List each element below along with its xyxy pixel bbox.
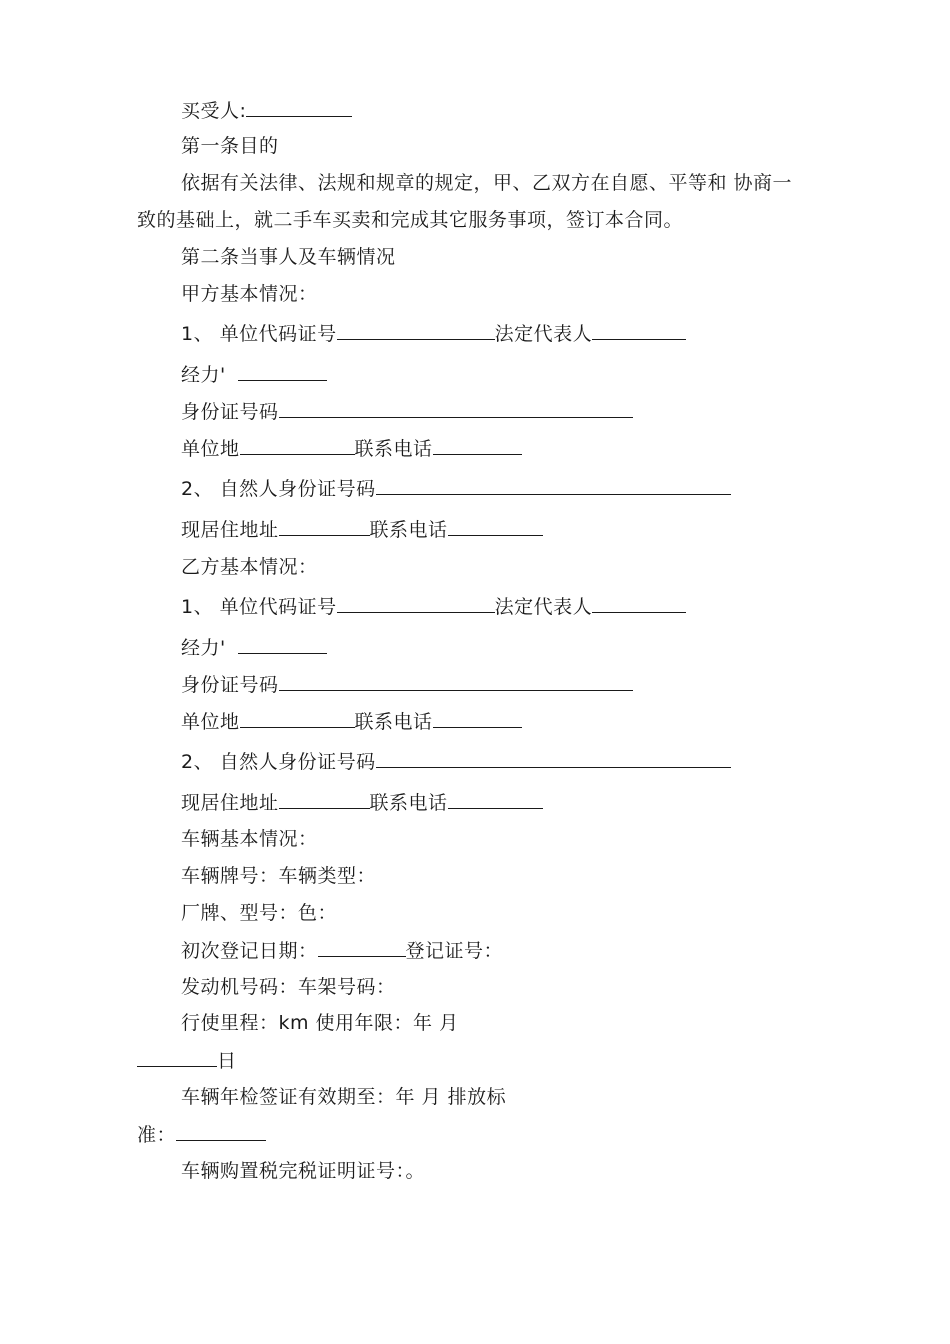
- address-label: 单位地: [181, 711, 240, 733]
- party-b-org-code-line: [181, 594, 686, 619]
- party-b-agent-line: [181, 635, 327, 660]
- emission-blank: [176, 1122, 266, 1141]
- vehicle-emission-line: [137, 1122, 266, 1147]
- person-id-label: 2、 自然人身份证号码: [181, 751, 376, 773]
- party-a-person-id-line: [181, 476, 731, 501]
- person-phone-blank: [448, 790, 543, 809]
- org-code-label: 1、 单位代码证号: [181, 596, 337, 618]
- id-blank: [279, 672, 633, 691]
- person-phone-blank: [448, 517, 543, 536]
- vehicle-plate-type: 车辆牌号：车辆类型：: [181, 865, 377, 887]
- agent-blank: [238, 635, 327, 654]
- party-b-residence-line: [181, 790, 543, 815]
- emission-label: 准：: [137, 1124, 177, 1146]
- party-a-org-code-line: [181, 321, 686, 346]
- id-label: 身份证号码: [181, 674, 279, 696]
- vehicle-inspection: 车辆年检签证有效期至：年 月 排放标: [181, 1086, 507, 1108]
- legal-rep-blank: [592, 321, 686, 340]
- party-a-id-line: [181, 399, 633, 424]
- id-blank: [279, 399, 633, 418]
- vehicle-engine-frame: 发动机号码：车架号码：: [181, 976, 396, 998]
- agent-blank: [238, 362, 327, 381]
- buyer-label: 买受人:: [181, 100, 247, 122]
- article-1-paragraph-line2: 致的基础上，就二手车买卖和完成其它服务事项，签订本合同。: [137, 209, 684, 231]
- phone-label: 联系电话: [354, 438, 433, 460]
- party-a-residence-line: [181, 517, 543, 542]
- vehicle-title: 车辆基本情况：: [181, 828, 318, 850]
- buyer-line: [181, 98, 352, 123]
- vehicle-first-registration-line: [181, 938, 503, 963]
- party-b-id-line: [181, 672, 633, 697]
- vehicle-mileage: 行使里程：km 使用年限：年 月: [181, 1012, 459, 1034]
- id-label: 身份证号码: [181, 401, 279, 423]
- legal-rep-blank: [592, 594, 686, 613]
- person-phone-label: 联系电话: [369, 519, 448, 541]
- party-a-agent-line: [181, 362, 327, 387]
- residence-label: 现居住地址: [181, 519, 279, 541]
- phone-blank: [433, 436, 522, 455]
- person-id-blank: [376, 476, 731, 495]
- first-reg-label: 初次登记日期：: [181, 940, 318, 962]
- phone-label: 联系电话: [354, 711, 433, 733]
- address-blank: [240, 436, 355, 455]
- party-a-address-line: [181, 436, 522, 461]
- person-phone-label: 联系电话: [369, 792, 448, 814]
- legal-rep-label: 法定代表人: [494, 596, 593, 618]
- vehicle-day-line: [137, 1048, 237, 1073]
- article-1-title: 第一条目的: [181, 135, 279, 157]
- person-id-label: 2、 自然人身份证号码: [181, 478, 376, 500]
- party-b-address-line: [181, 709, 522, 734]
- org-code-label: 1、 单位代码证号: [181, 323, 337, 345]
- party-b-title: 乙方基本情况：: [181, 556, 318, 578]
- buyer-blank: [246, 98, 352, 117]
- person-id-blank: [376, 749, 731, 768]
- agent-label: 经力': [181, 364, 226, 386]
- org-code-blank: [337, 594, 495, 613]
- first-reg-blank: [318, 938, 406, 957]
- address-blank: [240, 709, 355, 728]
- agent-label: 经力': [181, 637, 226, 659]
- legal-rep-label: 法定代表人: [494, 323, 593, 345]
- reg-cert-label: 登记证号：: [405, 940, 504, 962]
- org-code-blank: [337, 321, 495, 340]
- residence-blank: [279, 790, 370, 809]
- phone-blank: [433, 709, 522, 728]
- residence-label: 现居住地址: [181, 792, 279, 814]
- residence-blank: [279, 517, 370, 536]
- article-1-paragraph-line1: 依据有关法律、法规和规章的规定，甲、乙双方在自愿、平等和 协商一: [181, 172, 793, 194]
- party-b-person-id-line: [181, 749, 731, 774]
- vehicle-brand-model-color: 厂牌、型号：色：: [181, 902, 338, 924]
- article-2-title: 第二条当事人及车辆情况: [181, 246, 396, 268]
- party-a-title: 甲方基本情况：: [181, 283, 318, 305]
- day-label: 日: [217, 1050, 237, 1072]
- day-blank: [137, 1048, 217, 1067]
- vehicle-purchase-tax: 车辆购置税完税证明证号：。: [181, 1160, 426, 1182]
- address-label: 单位地: [181, 438, 240, 460]
